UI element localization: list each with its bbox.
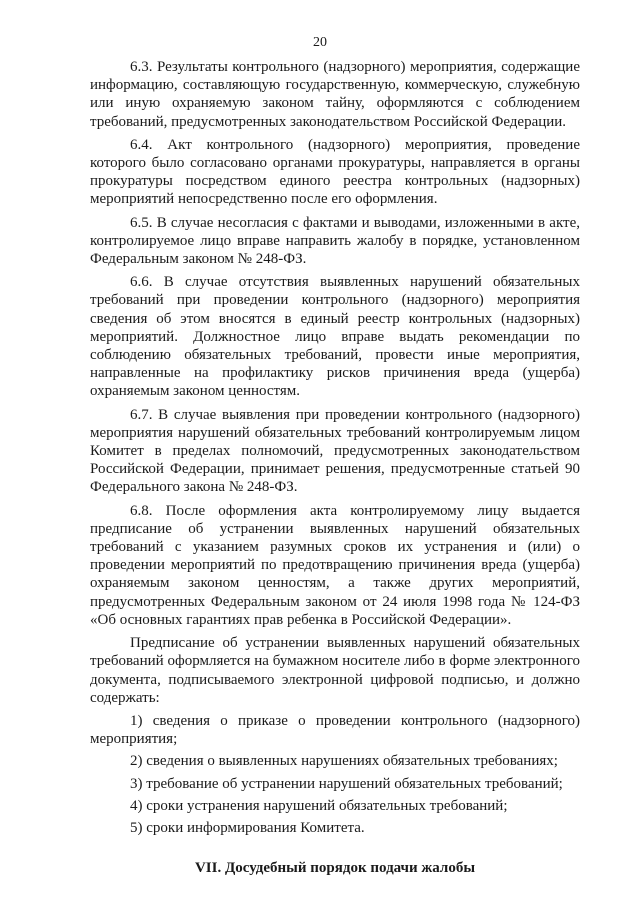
paragraph-6-5: 6.5. В случае несогласия с фактами и выводами, изложенными в акте, контролируемое лицо вправе направить жалобу в порядке, установленном Федеральным законом № 248-ФЗ.: [90, 214, 580, 268]
document-body: [90, 58, 580, 877]
paragraph-6-6: 6.6. В случае отсутствия выявленных нарушений обязательных требований при проведении контрольного (надзорного) мероприятия сведения об этом вносятся в единый реестр контрольных (надзорных) мероприятий. Должностное лицо вправе выдать рекомендации по соблюдению обязательных требований, провести иные мероприятия, направленные на профилактику рисков причинения вреда (ущерба) охраняемым законом ценностям.: [90, 274, 580, 400]
section-heading: VII. Досудебный порядок подачи жалобы: [194, 860, 476, 877]
list-item: 3) требование об устранении нарушений обязательных требований;: [130, 775, 563, 792]
list-item: 5) сроки информирования Комитета.: [130, 819, 365, 836]
paragraph-6-8: 6.8. После оформления акта контролируемому лицу выдается предписание об устранении выявленных нарушений обязательных требований с указанием разумных сроков их устранения и (или) о проведении мероприятий по предотвращению причинения вреда (ущерба) охраняемым законом ценностям, а также других мероприятий, предусмотренных Федеральным законом от 24 июля 1998 года № 124-ФЗ «Об основных гарантиях прав ребенка в Российской Федерации».: [90, 502, 580, 628]
page-number: 20: [313, 35, 327, 50]
paragraph-6-7: 6.7. В случае выявления при проведении контрольного (надзорного) мероприятия нарушений обязательных требований контролируемым лицом Комитет в пределах полномочий, предусмотренных законодательством Российской Федерации, принимает решения, предусмотренные статьей 90 Федерального закона № 248-ФЗ.: [90, 406, 580, 496]
prescription-contents-list: [90, 712, 580, 837]
list-item: 4) сроки устранения нарушений обязательных требований;: [130, 797, 508, 814]
paragraph-6-3: 6.3. Результаты контрольного (надзорного) мероприятия, содержащие информацию, составляющую государственную, коммерческую, служебную или иную охраняемую законом тайну, оформляются с соблюдением требований, предусмотренных законодательством Российской Федерации.: [90, 59, 580, 130]
paragraph-6-4: 6.4. Акт контрольного (надзорного) мероприятия, проведение которого было согласовано органами прокуратуры, направляется в органы прокуратуры посредством единого реестра контрольных (надзорных) мероприятий непосредственно после его оформления.: [90, 136, 580, 208]
paragraph-prescription: Предписание об устранении выявленных нарушений обязательных требований оформляется на бумажном носителе либо в форме электронного документа, подписываемого электронной цифровой подписью, и должно содержать:: [90, 635, 580, 706]
list-item: 1) сведения о приказе о проведении контрольного (надзорного) мероприятия;: [90, 712, 580, 748]
list-item: 2) сведения о выявленных нарушениях обязательных требованиях;: [130, 753, 558, 770]
